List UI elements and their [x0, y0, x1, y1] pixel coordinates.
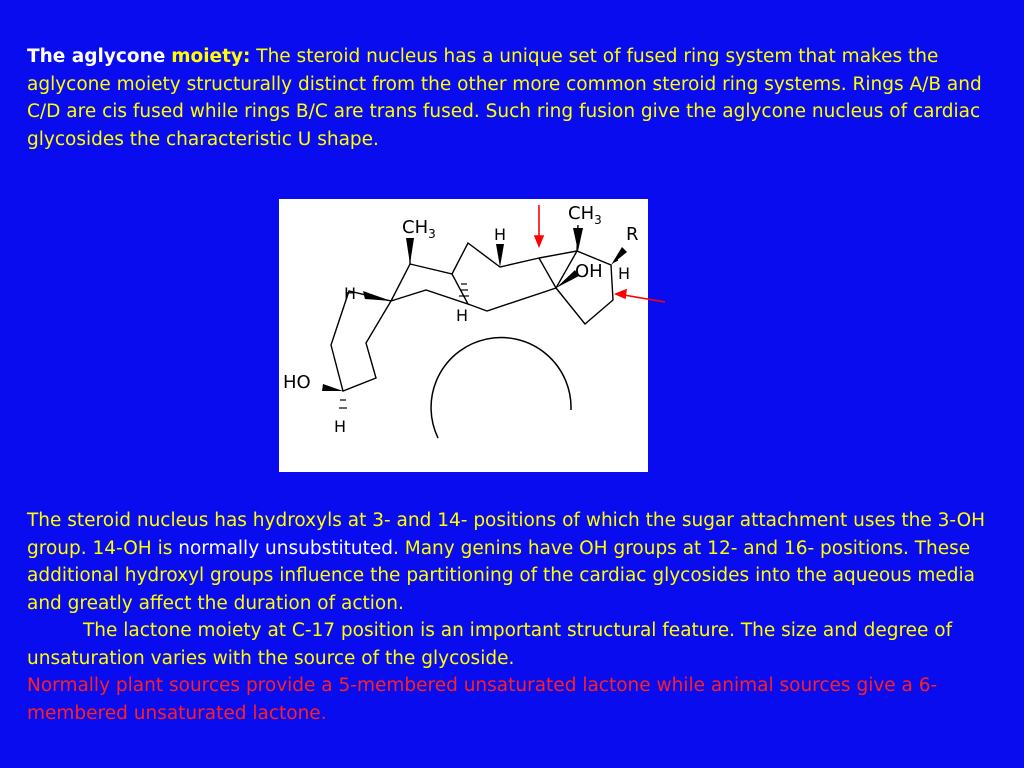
label-h9: H [456, 306, 469, 325]
ring-bonds [331, 225, 613, 391]
label-h3: H [334, 417, 347, 436]
body-sentence-3: The lactone moiety at C-17 position is an important structural feature. The size and degree of unsaturation varies with the source of the glycoside. [27, 620, 953, 669]
label-r: R [626, 224, 639, 245]
lactone-ring-arc [431, 338, 571, 438]
wedge-bond-ch3-right [573, 228, 583, 251]
arrow-down-icon [535, 236, 543, 246]
label-ch3-c18: $CH_3$ [402, 217, 436, 241]
body-paragraph [27, 507, 1007, 727]
wedge-bond-ho3 [322, 384, 343, 391]
body-sentence-red: Normally plant sources provide a 5-membered unsaturated lactone while animal sources give a 6-membered unsaturated lactone. [27, 675, 938, 724]
body-sentence-1: The steroid nucleus has hydroxyls at 3- and 14- positions of which the sugar attachment uses the 3-OH group. 14-OH is [27, 510, 986, 559]
label-ch3-c18-right: $CH_3$ [568, 203, 602, 227]
hashed-bonds [339, 260, 618, 408]
label-h5: H [344, 284, 357, 303]
wedge-bond-h8 [496, 244, 504, 267]
wedge-bond-r [611, 247, 627, 265]
intro-label-moiety: moiety: [171, 46, 251, 67]
label-h17: H [618, 264, 631, 283]
body-sentence-2: . Many genins have OH groups at 12- and 16- positions. These additional hydroxyl groups influence the partitioning of the cardiac glycosides into the aqueous media and greatly affect the duration of action. [27, 537, 976, 614]
label-oh14: OH [575, 261, 603, 282]
arrow-left-icon [616, 290, 626, 298]
wedge-bond-ch3 [406, 238, 414, 264]
intro-label: The aglycone [27, 46, 166, 67]
label-h8: H [494, 225, 507, 244]
wedge-bond-h5 [363, 291, 391, 301]
body-highlight-unsubstituted: normally unsubstituted [178, 537, 393, 559]
label-ho3: HO [283, 372, 311, 393]
intro-text: The steroid nucleus has a unique set of fused ring system that makes the aglycone moiety structurally distinct from the other more common steroid ring systems. Rings A/B and C/D are cis fused while rings B/C are trans fused. Such ring fusion give the aglycone nucleus of cardiac glycosides the characteristic U shape. [27, 46, 982, 150]
